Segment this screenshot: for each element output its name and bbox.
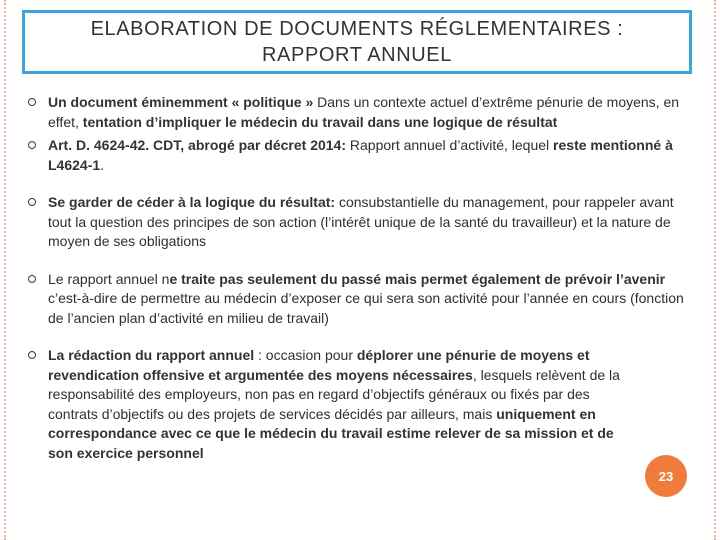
slide-title-line-1: ELABORATION DE DOCUMENTS RÉGLEMENTAIRES : [90,18,624,40]
page-number-badge [645,455,687,497]
bullet-icon [28,351,36,359]
text-segment: Rapport annuel d’activité, lequel [346,137,554,153]
bullet-icon [28,275,36,283]
text-segment: Un document éminemment « politique » [48,94,318,110]
text-segment: consubstantielle du management, pour rappeler avant tout la question des principes de son action (l’intérêt unique de la santé du travailleur) et la nature de moyen de ses obligations [48,194,674,249]
text-segment: : occasion pour [254,347,357,363]
bullet-icon [28,98,36,106]
bullet-icon [28,198,36,206]
left-dotted-border [4,0,6,540]
text-segment: reste mentionné à L4624-1 [48,137,673,173]
bullet-item-redaction-rapport [26,346,686,463]
text-segment: , lesquels relèvent de la responsabilité des employeurs, non pas en regard d’objectifs généraux ou fixés par des contrats d’objectifs ou des projets de services décidés par ailleurs, mais [48,366,620,422]
right-dotted-border [714,0,716,540]
title-box [22,10,692,74]
bullet-item-political-document [26,93,686,132]
text-segment: e traite pas seulement du passé mais permet également de prévoir l’avenir [169,270,666,287]
bullet-list [26,93,686,463]
bullet-icon [28,141,36,149]
slide-title-line-2: RAPPORT ANNUEL [262,44,452,66]
text-segment: c’est-à-dire de permettre au médecin d’exposer ce qui sera son activité pour l’année en cours (fonction de l’ancien plan d’activité en milieu de travail) [48,290,684,326]
text-segment: . [100,156,105,173]
page-number: 23 [658,468,674,484]
bullet-item-logique-resultat [26,193,686,252]
bullet-item-rapport-avenir [26,270,686,329]
text-segment: Dans un contexte actuel d’extrême pénurie de moyens, en effet, [48,94,680,130]
text-segment: tentation d’impliquer le médecin du travail dans une logique de résultat [82,113,558,130]
text-segment: Se garder de céder à la logique du résultat: [48,194,336,210]
text-segment: Le rapport annuel n [48,270,170,287]
text-segment: uniquement en correspondance avec ce que le médecin du travail estime relever de sa mission et de son exercice personnel [48,405,614,461]
text-segment: Art. D. 4624-42. CDT, abrogé par décret 2014: [48,137,347,153]
text-segment: La rédaction du rapport annuel [48,347,255,363]
bullet-item-art-d4624 [26,136,686,175]
text-segment: déplorer une pénurie de moyens et revendication offensive et argumentée des moyens nécessaires [48,347,590,383]
